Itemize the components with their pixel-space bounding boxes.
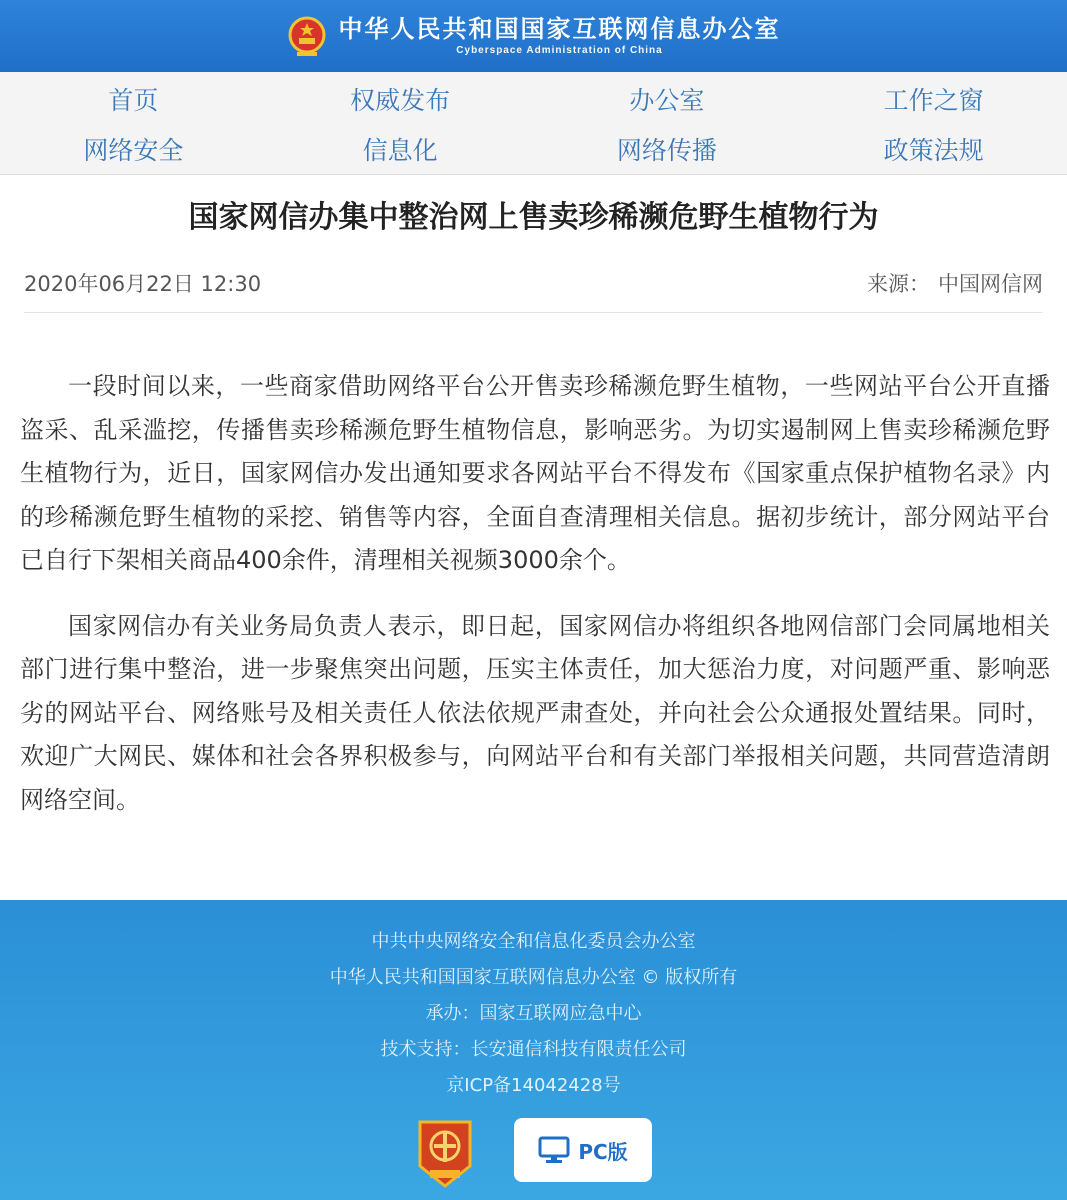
footer-sponsor: 中共中央网络安全和信息化委员会办公室: [371, 931, 696, 952]
article-paragraph: 国家网信办有关业务局负责人表示，即日起，国家网信办将组织各地网信部门会同属地相关部门进行集中整治，进一步聚焦突出问题，压实主体责任，加大惩治力度，对问题严重、影响恶劣的网站平台、网络账号及相关责任人依法依规严肃查处，并向社会公众通报处置结果。同时，欢迎广大网民、媒体和社会各界积极参与，向网站平台和有关部门举报相关问题，共同营造清朗网络空间。: [20, 611, 1050, 814]
article-title: 国家网信办集中整治网上售卖珍稀濒危野生植物行为: [188, 200, 879, 235]
article-paragraph: 一段时间以来，一些商家借助网络平台公开售卖珍稀濒危野生植物，一些网站平台公开直播盗采、乱采滥挖，传播售卖珍稀濒危野生植物信息，影响恶劣。为切实遏制网上售卖珍稀濒危野生植物行为，近日，国家网信办发出通知要求各网站平台不得发布《国家重点保护植物名录》内的珍稀濒危野生植物的采挖、销售等内容，全面自查清理相关信息。据初步统计，部分网站平台已自行下架相关商品400余件，清理相关视频3000余个。: [20, 372, 1050, 574]
footer-organizer: 承办：国家互联网应急中心: [425, 1003, 642, 1024]
nav-item-home[interactable]: 首页: [108, 86, 159, 115]
main-nav: [0, 72, 1067, 175]
monitor-icon: [538, 1136, 570, 1164]
footer-tech-support: 技术支持：长安通信科技有限责任公司: [380, 1039, 687, 1060]
source-value: 中国网信网: [938, 272, 1043, 296]
footer-copyright: 中华人民共和国国家互联网信息办公室 © 版权所有: [329, 967, 738, 988]
pc-version-label: PC版: [578, 1139, 628, 1164]
meta-divider: [24, 312, 1043, 313]
nav-item-work-window[interactable]: 工作之窗: [883, 86, 984, 115]
header-brand[interactable]: [287, 14, 781, 58]
nav-item-office[interactable]: 办公室: [629, 86, 705, 115]
site-subtitle: Cyberspace Administration of China: [456, 45, 663, 56]
site-title: 中华人民共和国国家互联网信息办公室: [338, 14, 781, 43]
article-meta: [24, 266, 1043, 300]
source-label: 来源：: [867, 272, 930, 296]
article-body: [20, 365, 1050, 844]
nav-item-policy-regulation[interactable]: 政策法规: [883, 136, 984, 165]
nav-item-cyber-security[interactable]: 网络安全: [83, 136, 184, 165]
nav-item-network-communication[interactable]: 网络传播: [616, 136, 717, 165]
site-header: [0, 0, 1067, 72]
article-source: [867, 268, 1043, 298]
government-site-badge-icon[interactable]: [414, 1118, 476, 1190]
nav-item-informatization[interactable]: 信息化: [362, 136, 438, 165]
pc-version-button[interactable]: [514, 1118, 652, 1182]
footer-icp[interactable]: 京ICP备14042428号: [446, 1075, 621, 1096]
nav-item-authoritative-release[interactable]: 权威发布: [350, 86, 451, 115]
article-date: 2020年06月22日 12:30: [24, 272, 262, 296]
national-emblem-icon: [287, 14, 327, 58]
site-footer: [0, 900, 1067, 1200]
